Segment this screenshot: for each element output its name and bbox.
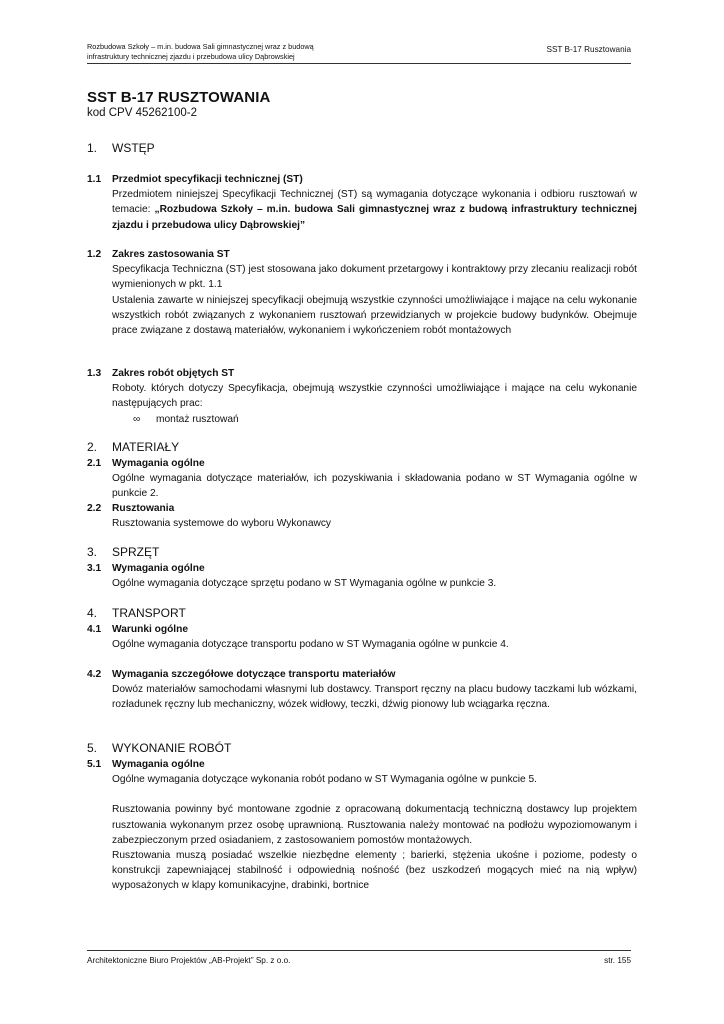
footer-company: Architektoniczne Biuro Projektów „AB-Projekt” Sp. z o.o. xyxy=(87,956,291,965)
subsection-title: Warunki ogólne xyxy=(112,624,189,635)
section-title: WYKONANIE ROBÓT xyxy=(112,741,232,755)
section-3-heading xyxy=(87,545,637,560)
subsection-title: Wymagania ogólne xyxy=(112,759,205,770)
subsection-4-2 xyxy=(87,667,637,713)
paragraph: Dowóz materiałów samochodami własnymi lub dostawcy. Transport ręczny na placu budowy taczkami lub wózkami, rozładunek ręczny lub mechaniczny, wózek widłowy, teczki, dźwig pionowy lub wciągarka ręczna. xyxy=(112,684,637,711)
paragraph: Rusztowania powinny być montowane zgodnie z opracowaną dokumentacją techniczną dostawcy lup projektem rusztowania wykonanym przez osobę uprawnioną. Rusztowania należy montować na podłożu wypoziomowanym i zabezpieczonym przed osiadaniem, z zastosowaniem pomostów montażowych. xyxy=(112,804,637,846)
subsection-number: 1.3 xyxy=(87,368,102,379)
page-header xyxy=(87,42,631,64)
paragraph: Ogólne wymagania dotyczące transportu podano w ST Wymagania ogólne w punkcie 4. xyxy=(112,639,509,651)
subsection-title: Zakres robót objętych ST xyxy=(112,368,235,379)
section-4-heading xyxy=(87,606,637,621)
paragraph: Ustalenia zawarte w niniejszej specyfikacji obejmują wszystkie czynności umożliwiające i mające na celu wykonanie wszystkich robót związanych z wykonaniem rusztowań przewidzianych w projekcie budowy budynków. Obejmuje prace związane z dostawą materiałów, wykonaniem i wykończeniem robót montażowych xyxy=(112,294,637,337)
paragraph: Przedmiotem niniejszej Specyfikacji Technicznej (ST) są wymagania dotyczące wykonania i odbioru rusztowań w temacie: „Rozbudowa Szkoły – m.in. budowa Sali gimnastycznej wraz z budową infrastruktury technicznej zjazdu i przebudowa ulicy Dąbrowskiej” xyxy=(112,189,637,231)
section-number: 1. xyxy=(87,141,98,155)
section-number: 2. xyxy=(87,440,98,454)
subsection-number: 4.1 xyxy=(87,624,102,635)
subsection-5-1 xyxy=(87,757,637,894)
subsection-title: Wymagania szczegółowe dotyczące transportu materiałów xyxy=(112,669,396,680)
header-divider xyxy=(87,63,631,64)
subsection-3-1 xyxy=(87,561,637,591)
section-title: MATERIAŁY xyxy=(112,440,180,454)
section-number: 3. xyxy=(87,545,98,559)
subsection-number: 1.2 xyxy=(87,249,102,260)
subsection-2-1 xyxy=(87,456,637,502)
paragraph: Rusztowania systemowe do wyboru Wykonawcy xyxy=(112,518,332,530)
cpv-code: kod CPV 45262100-2 xyxy=(87,107,197,119)
subsection-2-2 xyxy=(87,501,637,531)
subsection-title: Zakres zastosowania ST xyxy=(112,249,230,260)
footer-divider xyxy=(87,950,631,951)
header-line-1: Rozbudowa Szkoły – m.in. budowa Sali gimnastycznej wraz z budową xyxy=(87,42,314,51)
paragraph: Roboty. których dotyczy Specyfikacja, obejmują wszystkie czynności umożliwiające i mające na celu wykonanie następujących prac: xyxy=(112,383,637,410)
subsection-number: 3.1 xyxy=(87,563,102,574)
subsection-number: 4.2 xyxy=(87,669,102,680)
section-number: 5. xyxy=(87,741,98,755)
paragraph: Rusztowania muszą posiadać wszelkie niezbędne elementy ; barierki, stężenia ukośne i poziome, podesty o konstrukcji zapewniającej stabilność i odpowiednią nośność (bez uszkodzeń mogących mieć na nią wpływ) wyposażonych w klapy komunikacyjne, drabinki, bortnice xyxy=(112,850,637,892)
subsection-4-1 xyxy=(87,622,637,652)
section-title: WSTĘP xyxy=(112,141,155,155)
page-number: str. 155 xyxy=(604,956,631,965)
section-title: SPRZĘT xyxy=(112,545,160,559)
section-number: 4. xyxy=(87,606,98,620)
section-title: TRANSPORT xyxy=(112,606,186,620)
section-2-heading xyxy=(87,440,637,455)
subsection-number: 2.2 xyxy=(87,503,102,514)
project-name: „Rozbudowa Szkoły – m.in. budowa Sali gimnastycznej wraz z budową infrastruktury technicznej zjazdu i przebudowa ulicy Dąbrowskiej” xyxy=(112,204,637,231)
subsection-number: 5.1 xyxy=(87,759,102,770)
header-doc-code: SST B-17 Rusztowania xyxy=(546,45,631,54)
subsection-title: Wymagania ogólne xyxy=(112,458,205,469)
list-item: ∞ montaż rusztowań xyxy=(133,412,637,427)
subsection-number: 2.1 xyxy=(87,458,102,469)
document-title: SST B-17 RUSZTOWANIA xyxy=(87,89,271,106)
section-1-heading xyxy=(87,141,637,156)
section-5-heading xyxy=(87,741,637,756)
header-project-title xyxy=(87,42,314,62)
subsection-1-1 xyxy=(87,172,637,233)
subsection-title: Rusztowania xyxy=(112,503,175,514)
header-line-2: infrastruktury technicznej zjazdu i przebudowa ulicy Dąbrowskiej xyxy=(87,52,295,61)
infinity-bullet-icon: ∞ xyxy=(133,413,141,425)
paragraph: Ogólne wymagania dotyczące sprzętu podano w ST Wymagania ogólne w punkcie 3. xyxy=(112,578,497,590)
subsection-title: Wymagania ogólne xyxy=(112,563,205,574)
subsection-1-2 xyxy=(87,247,637,338)
subsection-1-3 xyxy=(87,366,637,427)
paragraph: Specyfikacja Techniczna (ST) jest stosowana jako dokument przetargowy i kontraktowy przy zlecaniu realizacji robót wymienionych w pkt. 1.1 xyxy=(112,264,637,291)
paragraph: Ogólne wymagania dotyczące wykonania robót podano w ST Wymagania ogólne w punkcie 5. xyxy=(112,774,538,786)
subsection-title: Przedmiot specyfikacji technicznej (ST) xyxy=(112,174,303,185)
subsection-number: 1.1 xyxy=(87,174,102,185)
paragraph: Ogólne wymagania dotyczące materiałów, ich pozyskiwania i składowania podano w ST Wymagania ogólne w punkcie 2. xyxy=(112,473,637,500)
